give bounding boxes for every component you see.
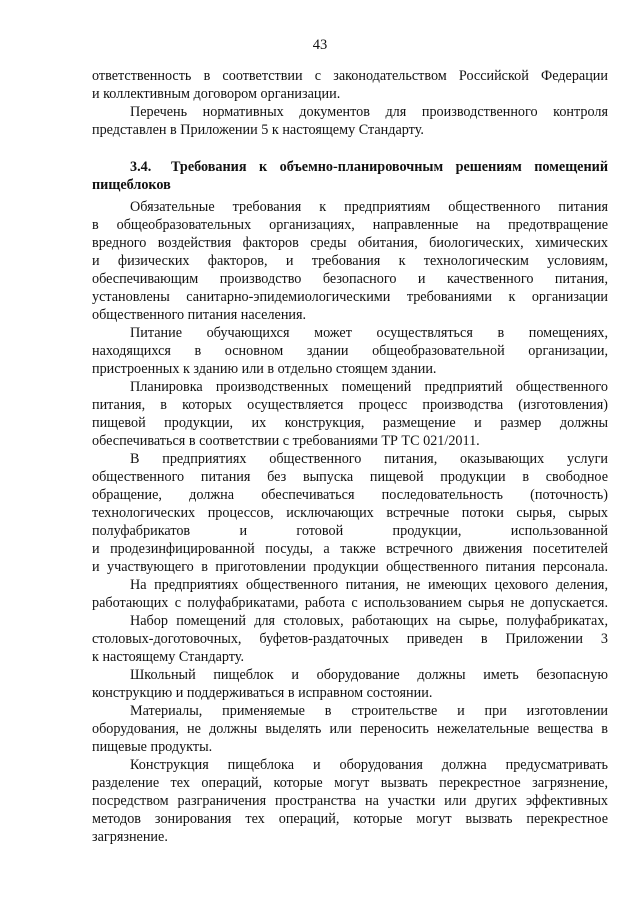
text-line: пищевые продукты. (92, 739, 213, 755)
text-line: пищевой продукции, их конструкция, размещение и размер должны (92, 415, 608, 431)
text-line: установлены санитарно-эпидемиологическими требованиями к организации (92, 289, 608, 305)
text-line: столовых-доготовочных, буфетов-раздаточных приведен в Приложении 3 (92, 631, 608, 647)
text-line: Материалы, применяемые в строительстве и при изготовлении (130, 703, 608, 719)
text-line: находящихся в основном здании общеобразовательной организации, (92, 343, 608, 359)
text-line: оборудования, не должны выделять или переносить нежелательные вещества в (92, 721, 608, 737)
text-line: Планировка производственных помещений предприятий общественного (130, 379, 608, 395)
page-number: 43 (312, 37, 328, 53)
text-line: Конструкция пищеблока и оборудования должна предусматривать (130, 757, 608, 773)
section-number: 3.4. (130, 159, 152, 175)
text-line: и участвующего в приготовлении продукции общественного питания персонала. (92, 559, 608, 575)
text-line: к настоящему Стандарту. (92, 649, 245, 665)
section-heading (130, 158, 608, 176)
text-line: обеспечивающим производство безопасного и качественного питания, (92, 271, 608, 287)
text-line: посредством разграничения пространства на участки или других эффективных (92, 793, 608, 809)
text-line: технологических процессов, исключающих встречные потоки сырья, сырых (92, 505, 608, 521)
text-line: На предприятиях общественного питания, не имеющих цехового деления, (130, 577, 608, 593)
text-line: представлен в Приложении 5 к настоящему Стандарту. (92, 122, 424, 138)
section-title-line-1: Требования к объемно-планировочным решениям помещений (171, 159, 608, 175)
text-line: обеспечиваться в соответствии с требованиями ТР ТС 021/2011. (92, 433, 480, 449)
text-line: Обязательные требования к предприятиям общественного питания (130, 199, 608, 215)
text-line: Школьный пищеблок и оборудование должны иметь безопасную (130, 667, 608, 683)
text-line: и коллективным договором организации. (92, 86, 341, 102)
text-line: обращение, должна обеспечиваться последовательность (поточность) (92, 487, 608, 503)
text-line: Питание обучающихся может осуществляться в помещениях, (130, 325, 608, 341)
text-line: питания, в которых осуществляется процесс производства (изготовления) (92, 397, 608, 413)
text-line: пристроенных к зданию или в отдельно стоящем здании. (92, 361, 437, 377)
text-line: и продезинфицированной посуды, а также встречного движения посетителей (92, 541, 608, 557)
text-line: Перечень нормативных документов для производственного контроля (130, 104, 608, 120)
text-line: в общеобразовательных организациях, направленные на предотвращение (92, 217, 608, 233)
text-line: общественного питания без выпуска пищевой продукции в свободное (92, 469, 608, 485)
text-line: Набор помещений для столовых, работающих на сырье, полуфабрикатах, (130, 613, 608, 629)
text-line: полуфабрикатов и готовой продукции, использованной (92, 523, 608, 539)
text-line: и физических факторов, и требования к технологическим условиям, (92, 253, 608, 269)
text-line: В предприятиях общественного питания, оказывающих услуги (130, 451, 608, 467)
text-line: работающих с полуфабрикатами, работа с использованием сырья не допускается. (92, 595, 608, 611)
text-line: конструкцию и поддерживаться в исправном состоянии. (92, 685, 433, 701)
text-line: загрязнение. (92, 829, 168, 845)
text-line: ответственность в соответствии с законодательством Российской Федерации (92, 68, 608, 84)
text-line: разделение тех операций, которые могут вызвать перекрестное загрязнение, (92, 775, 608, 791)
section-title-line-2: пищеблоков (92, 177, 171, 193)
text-line: вредного воздействия факторов среды обитания, биологических, химических (92, 235, 608, 251)
text-line: общественного питания населения. (92, 307, 307, 323)
text-line: методов зонирования тех операций, которые могут вызвать перекрестное (92, 811, 608, 827)
